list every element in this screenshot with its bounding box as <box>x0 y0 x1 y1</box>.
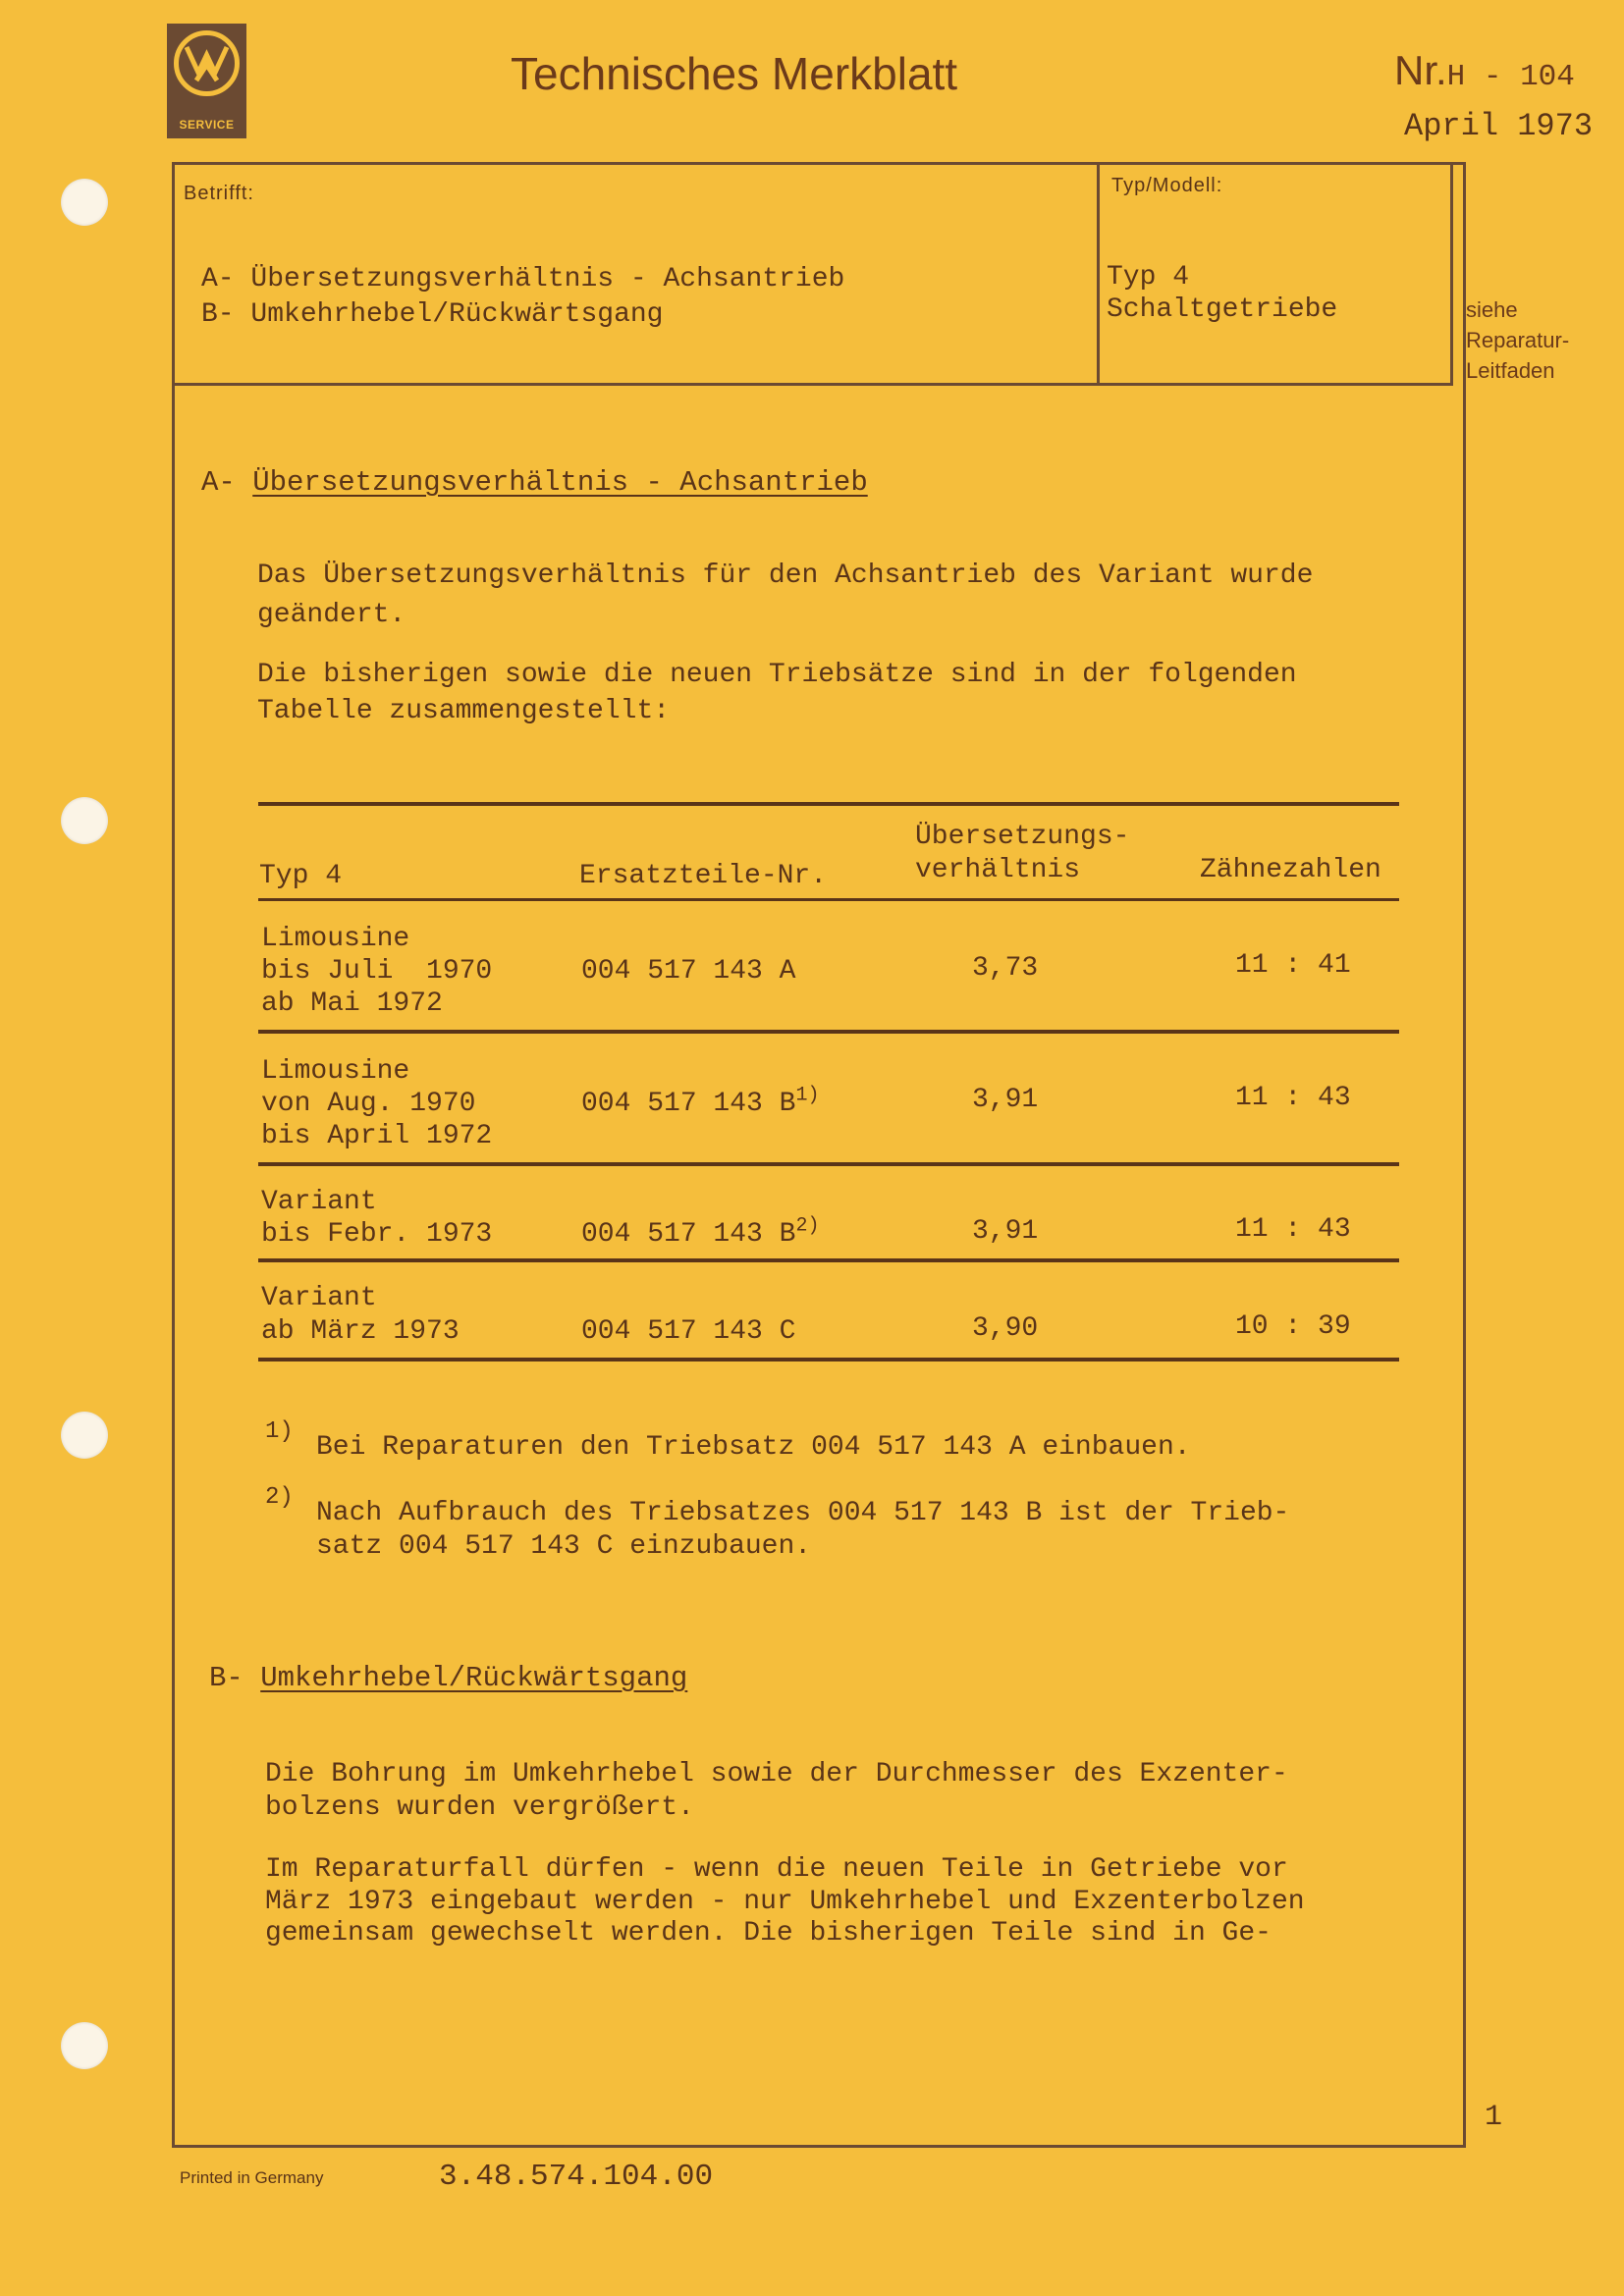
section-b-para1: bolzens wurden vergrößert. <box>265 1792 694 1823</box>
table-row-model: ab März 1973 <box>261 1316 460 1347</box>
part-number: 004 517 143 B <box>581 1219 796 1250</box>
table-row-teeth: 11 : 43 <box>1235 1214 1351 1245</box>
section-a-title: Übersetzungsverhältnis - Achsantrieb <box>252 466 868 499</box>
document-date: April 1973 <box>1404 108 1594 144</box>
footnote-2-mark: 2) <box>265 1484 294 1511</box>
table-row-model: Variant <box>261 1283 377 1313</box>
table-row-model: bis April 1972 <box>261 1121 493 1151</box>
section-a-para2: Die bisherigen sowie die neuen Triebsätze sind in der folgenden <box>257 660 1297 690</box>
page-number: 1 <box>1485 2101 1503 2134</box>
table-row-model: Variant <box>261 1187 377 1217</box>
punch-hole <box>61 797 108 844</box>
table-row-model: Limousine <box>261 1056 410 1087</box>
punch-hole <box>61 2022 108 2069</box>
table-row-part <box>581 1214 820 1252</box>
header-part-number: Ersatzteile-Nr. <box>579 861 828 891</box>
side-note <box>1466 294 1569 386</box>
section-b-para2: Im Reparaturfall dürfen - wenn die neuen Teile in Getriebe vor <box>265 1854 1288 1885</box>
table-row-ratio: 3,73 <box>972 953 1039 984</box>
footnote-1-text: Bei Reparaturen den Triebsatz 004 517 143 A einbauen. <box>316 1432 1191 1463</box>
section-b-prefix: B- <box>209 1662 244 1694</box>
table-row-ratio: 3,90 <box>972 1313 1039 1344</box>
table-row-model: von Aug. 1970 <box>261 1089 476 1119</box>
table-rule <box>258 898 1399 901</box>
table-row-model: bis Febr. 1973 <box>261 1219 493 1250</box>
table-row-part: 004 517 143 C <box>581 1316 796 1347</box>
subject-label: Betrifft: <box>184 183 254 204</box>
model-label: Typ/Modell: <box>1111 175 1223 196</box>
section-b-para2: März 1973 eingebaut werden - nur Umkehrhebel und Exzenterbolzen <box>265 1887 1305 1917</box>
document-title: Technisches Merkblatt <box>511 48 958 99</box>
header-typ: Typ 4 <box>259 861 343 891</box>
model-line-2: Schaltgetriebe <box>1107 294 1338 325</box>
form-code: 3.48.574.104.00 <box>439 2160 714 2194</box>
side-note-line: Leitfaden <box>1466 358 1555 383</box>
vw-service-logo <box>167 24 246 138</box>
table-rule <box>258 1030 1399 1034</box>
section-b-title: Umkehrhebel/Rückwärtsgang <box>260 1662 688 1694</box>
header-ratio: verhältnis <box>915 855 1081 885</box>
section-b-heading <box>209 1662 687 1694</box>
footnote-ref: 2) <box>795 1214 820 1238</box>
table-row-ratio: 3,91 <box>972 1085 1039 1115</box>
nr-label: Nr. <box>1394 47 1447 93</box>
table-row-teeth: 11 : 41 <box>1235 950 1351 981</box>
side-note-line: Reparatur- <box>1466 328 1570 352</box>
section-a-para1: geändert. <box>257 600 406 630</box>
footnote-1-mark: 1) <box>265 1418 294 1445</box>
table-row-part: 004 517 143 A <box>581 956 796 987</box>
table-row-model: ab Mai 1972 <box>261 988 443 1019</box>
vw-emblem-icon <box>173 29 241 97</box>
subject-line-a: A- Übersetzungsverhältnis - Achsantrieb <box>201 264 845 294</box>
table-row-ratio: 3,91 <box>972 1216 1039 1247</box>
section-b-para1: Die Bohrung im Umkehrhebel sowie der Durchmesser des Exzenter- <box>265 1759 1288 1789</box>
service-label: SERVICE <box>179 118 235 132</box>
section-a-para2: Tabelle zusammengestellt: <box>257 696 671 726</box>
part-number: 004 517 143 B <box>581 1089 796 1119</box>
table-row-model: Limousine <box>261 924 410 954</box>
model-line-1: Typ 4 <box>1107 262 1190 293</box>
section-b-para2: gemeinsam gewechselt werden. Die bisherigen Teile sind in Ge- <box>265 1918 1272 1949</box>
printed-in-note: Printed in Germany <box>180 2168 324 2187</box>
footnote-2-text: satz 004 517 143 C einzubauen. <box>316 1531 812 1562</box>
table-row-model: bis Juli 1970 <box>261 956 493 987</box>
table-rule <box>258 1258 1399 1262</box>
footnote-ref: 1) <box>795 1084 820 1107</box>
table-rule <box>258 1358 1399 1362</box>
header-teeth: Zähnezahlen <box>1200 855 1381 885</box>
section-a-heading <box>201 466 868 499</box>
footnote-2-text: Nach Aufbrauch des Triebsatzes 004 517 143 B ist der Trieb- <box>316 1498 1290 1528</box>
punch-hole <box>61 179 108 226</box>
section-a-para1: Das Übersetzungsverhältnis für den Achsantrieb des Variant wurde <box>257 561 1314 591</box>
section-a-prefix: A- <box>201 466 236 499</box>
table-rule <box>258 1162 1399 1166</box>
subject-line-b: B- Umkehrhebel/Rückwärtsgang <box>201 299 664 330</box>
header-divider <box>1097 162 1100 386</box>
side-note-line: siehe <box>1466 297 1518 322</box>
table-row-part <box>581 1084 820 1121</box>
header-ratio: Übersetzungs- <box>915 822 1130 852</box>
table-row-teeth: 11 : 43 <box>1235 1083 1351 1113</box>
punch-hole <box>61 1412 108 1459</box>
content-frame <box>172 162 1466 2148</box>
table-rule <box>258 802 1399 806</box>
table-row-teeth: 10 : 39 <box>1235 1311 1351 1342</box>
document-number <box>1394 47 1575 94</box>
nr-value: H - 104 <box>1446 60 1575 94</box>
